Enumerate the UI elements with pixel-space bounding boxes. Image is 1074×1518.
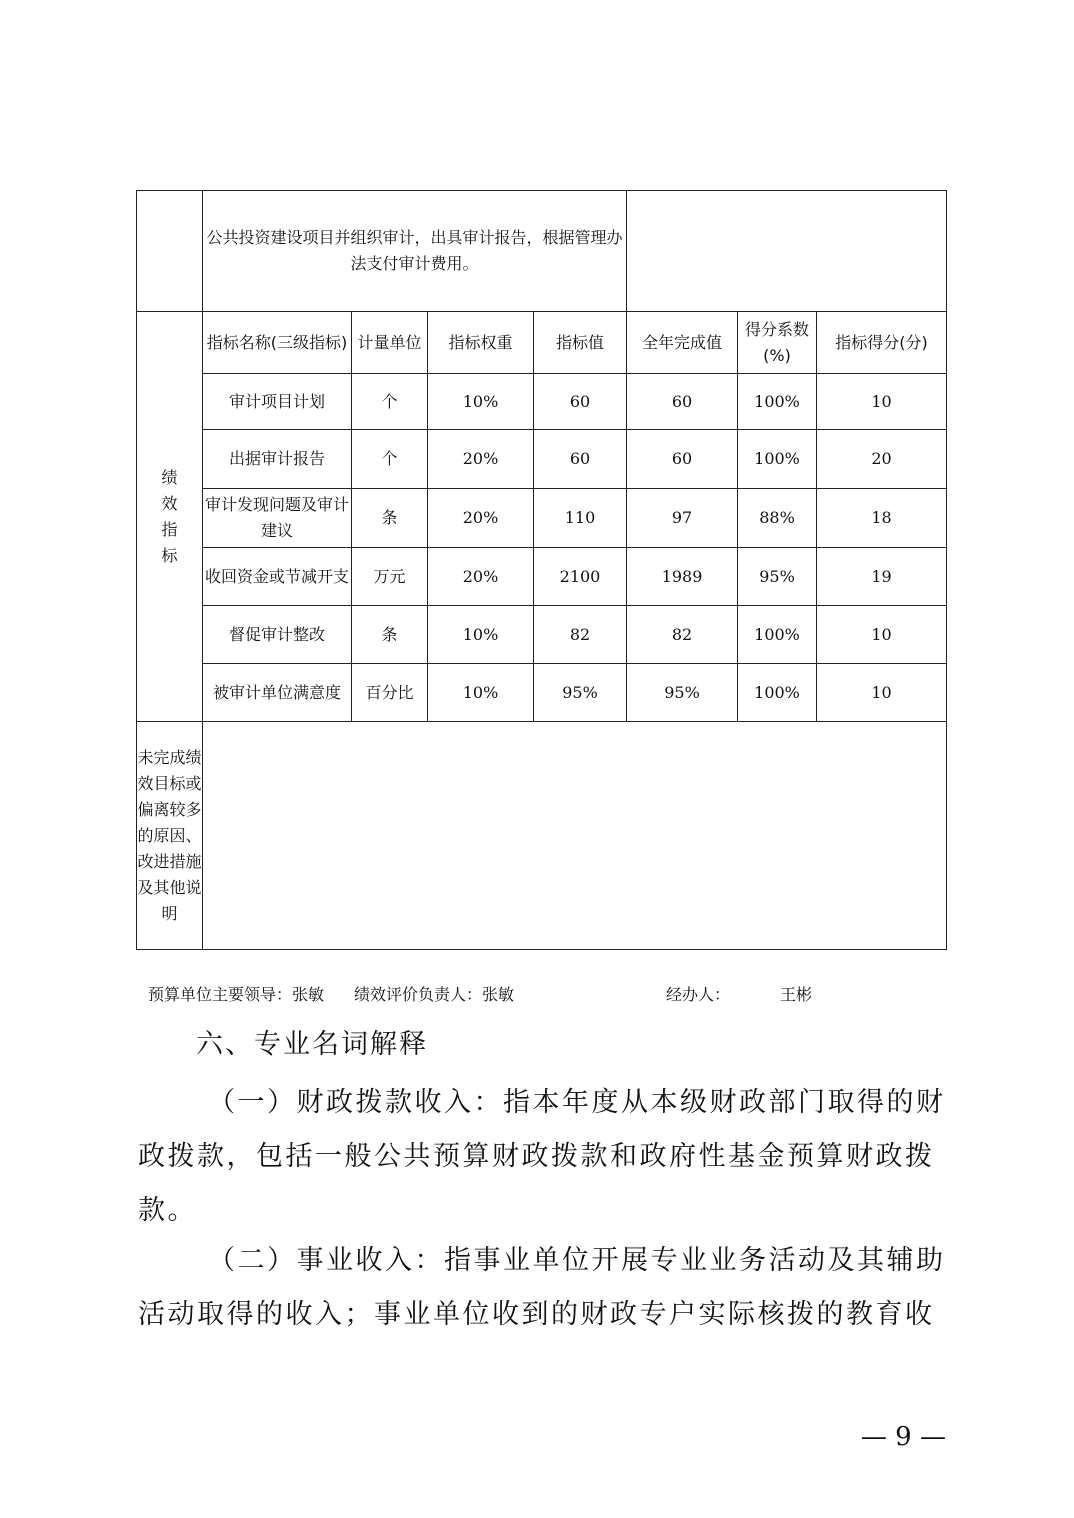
row-unit: 条 (352, 606, 428, 664)
reason-content (203, 722, 947, 950)
row-coef: 100% (738, 606, 817, 664)
row-weight: 10% (428, 374, 534, 430)
header-target: 指标值 (534, 312, 627, 374)
row-actual: 97 (627, 489, 738, 548)
row-score: 20 (817, 430, 947, 489)
row-unit: 万元 (352, 548, 428, 606)
row-target: 110 (534, 489, 627, 548)
row-coef: 88% (738, 489, 817, 548)
row-actual: 1989 (627, 548, 738, 606)
table-row (137, 489, 947, 548)
row-name: 审计项目计划 (203, 374, 352, 430)
signature-line (148, 982, 948, 1008)
row-weight: 20% (428, 548, 534, 606)
row-score: 19 (817, 548, 947, 606)
row-actual: 95% (627, 664, 738, 722)
row-score: 10 (817, 664, 947, 722)
reason-label: 未完成绩效目标或偏离较多的原因、改进措施及其他说明 (137, 722, 203, 950)
row-name: 审计发现问题及审计建议 (203, 489, 352, 548)
leader-signature: 预算单位主要领导：张敏 (148, 985, 325, 1004)
row-score: 10 (817, 374, 947, 430)
row-target: 60 (534, 374, 627, 430)
section-label-performance: 绩效指标 (137, 312, 203, 722)
paragraph-business-income: （二）事业收入：指事业单位开展专业业务活动及其辅助活动取得的收入；事业单位收到的财政专户实际核拨的教育收 (138, 1245, 946, 1330)
header-name: 指标名称(三级指标) (203, 312, 352, 374)
row-unit: 个 (352, 430, 428, 489)
row-weight: 10% (428, 606, 534, 664)
handler-name: 王彬 (780, 985, 813, 1004)
row-weight: 20% (428, 489, 534, 548)
page-number: — 9 — (860, 1422, 946, 1452)
performance-table (136, 190, 947, 950)
table-row (137, 606, 947, 664)
row-actual: 82 (627, 606, 738, 664)
table-row (137, 664, 947, 722)
empty-label-cell (137, 191, 203, 312)
row-unit: 百分比 (352, 664, 428, 722)
row-weight: 20% (428, 430, 534, 489)
row-actual: 60 (627, 374, 738, 430)
handler-label: 经办人： (666, 985, 731, 1004)
header-weight: 指标权重 (428, 312, 534, 374)
header-coef: 得分系数(%) (738, 312, 817, 374)
row-target: 82 (534, 606, 627, 664)
header-score: 指标得分(分) (817, 312, 947, 374)
row-target: 95% (534, 664, 627, 722)
row-coef: 100% (738, 664, 817, 722)
row-target: 2100 (534, 548, 627, 606)
table-row (137, 374, 947, 430)
row-score: 18 (817, 489, 947, 548)
row-unit: 条 (352, 489, 428, 548)
row-name: 收回资金或节减开支 (203, 548, 352, 606)
table-row (137, 430, 947, 489)
row-target: 60 (534, 430, 627, 489)
row-unit: 个 (352, 374, 428, 430)
row-actual: 60 (627, 430, 738, 489)
top-content-cell: 公共投资建设项目并组织审计，出具审计报告，根据管理办法支付审计费用。 (203, 191, 627, 312)
row-coef: 95% (738, 548, 817, 606)
header-unit: 计量单位 (352, 312, 428, 374)
row-score: 10 (817, 606, 947, 664)
row-weight: 10% (428, 664, 534, 722)
header-actual: 全年完成值 (627, 312, 738, 374)
row-name: 出据审计报告 (203, 430, 352, 489)
row-coef: 100% (738, 374, 817, 430)
paragraph-fiscal-income: （一）财政拨款收入：指本年度从本级财政部门取得的财政拨款，包括一般公共预算财政拨款和政府性基金预算财政拨款。 (138, 1087, 946, 1226)
evaluator-signature: 绩效评价负责人：张敏 (354, 985, 515, 1004)
table-row (137, 548, 947, 606)
section-heading: 六、专业名词解释 (196, 1029, 428, 1060)
row-name: 被审计单位满意度 (203, 664, 352, 722)
row-name: 督促审计整改 (203, 606, 352, 664)
row-coef: 100% (738, 430, 817, 489)
empty-content-cell (627, 191, 947, 312)
